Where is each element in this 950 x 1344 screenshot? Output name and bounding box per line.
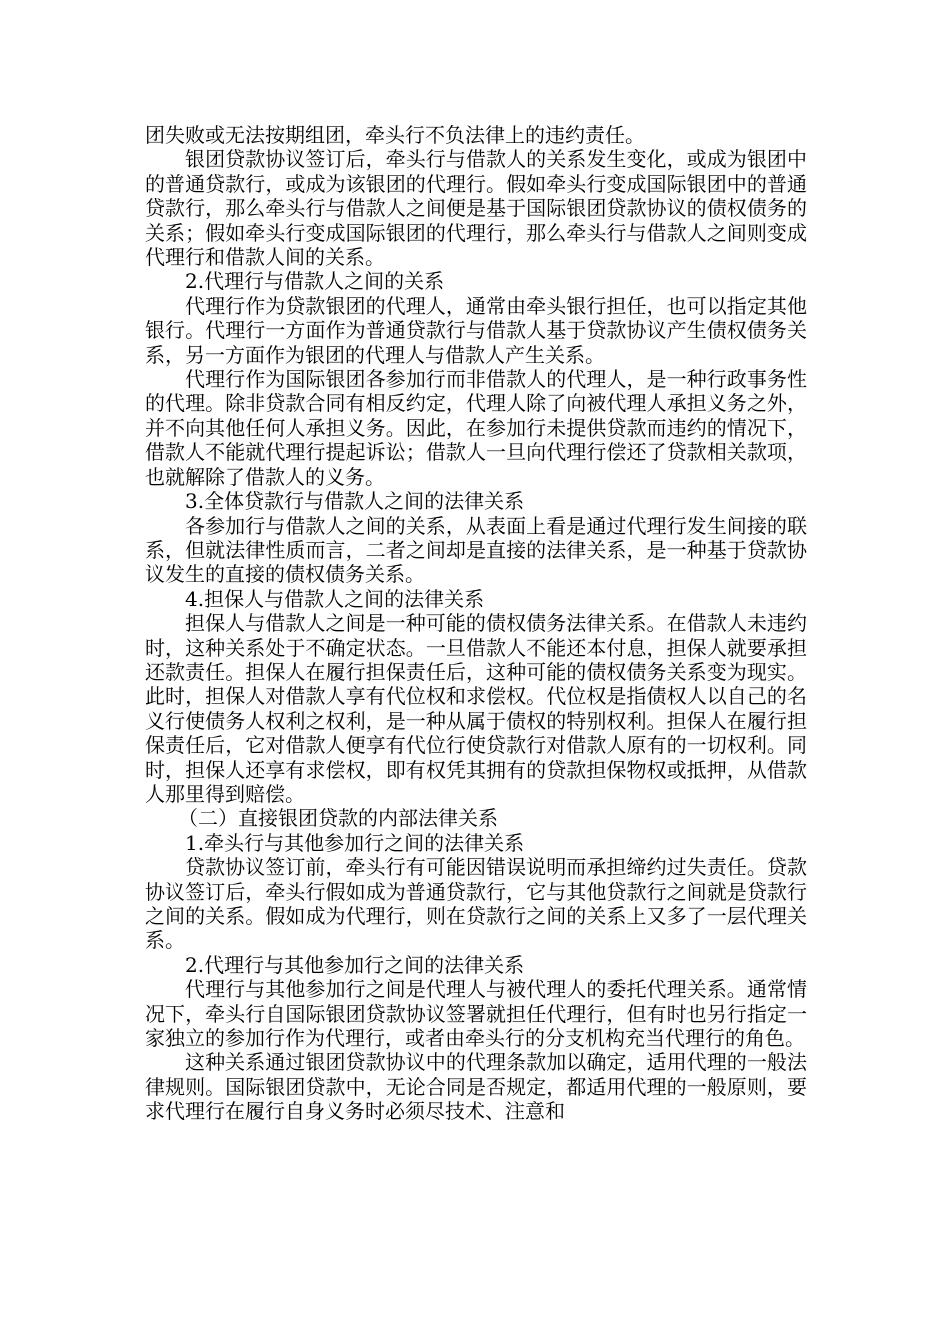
heading-internal-legal-relations: （二）直接银团贷款的内部法律关系 bbox=[178, 806, 498, 831]
paragraph-agent-administrative: 代理行作为国际银团各参加行而非借款人的代理人，是一种行政事务性的代理。除非贷款合同有相反约定，代理人除了向被代理人承担义务之外，并不向其他任何人承担义务。因此，在参加行未提供贷款而违约的情况下，借款人不能就代理行提起诉讼；借款人一旦向代理行偿还了贷款相关款项，也就解除了借款人的义务。 bbox=[145, 367, 807, 489]
paragraph-agency-relation: 代理行与其他参加行之间是代理人与被代理人的委托代理关系。通常情况下，牵头行自国际银团贷款协议签署就担任代理行，但有时也另行指定一家独立的参加行作为代理行，或者由牵头行的分支机构充当代理行的角色。 bbox=[145, 977, 807, 1051]
paragraph-lenders-direct-relation: 各参加行与借款人之间的关系，从表面上看是通过代理行发生间接的联系，但就法律性质而言，二者之间却是直接的法律关系，是一种基于贷款协议发生的直接的债权债务关系。 bbox=[145, 513, 807, 587]
document-page bbox=[145, 123, 807, 1124]
paragraph-agent-role: 代理行作为贷款银团的代理人，通常由牵头银行担任，也可以指定其他银行。代理行一方面作为普通贷款行与借款人基于贷款协议产生债权债务关系，另一方面作为银团的代理人与借款人产生关系。 bbox=[145, 293, 807, 367]
paragraph-guarantor-rights: 担保人与借款人之间是一种可能的债权债务法律关系。在借款人未违约时，这种关系处于不确定状态。一旦借款人不能还本付息，担保人就要承担还款责任。担保人在履行担保责任后，这种可能的债权债务关系变为现实。此时，担保人对借款人享有代位权和求偿权。代位权是指债权人以自己的名义行使债务人权利之权利，是一种从属于债权的特别权利。担保人在履行担保责任后，它对借款人便享有代位行使贷款行对借款人原有的一切权利。同时，担保人还享有求偿权，即有权凭其拥有的贷款担保物权或抵押，从借款人那里得到赔偿。 bbox=[145, 611, 807, 806]
paragraph-agency-clause: 这种关系通过银团贷款协议中的代理条款加以确定，适用代理的一般法律规则。国际银团贷款中，无论合同是否规定，都适用代理的一般原则，要求代理行在履行自身义务时必须尽技术、注意和 bbox=[145, 1050, 807, 1124]
heading-agent-participants-relation: 2.代理行与其他参加行之间的法律关系 bbox=[185, 952, 525, 977]
heading-agent-borrower-relation: 2.代理行与借款人之间的关系 bbox=[185, 269, 445, 294]
heading-lead-bank-participants-relation: 1.牵头行与其他参加行之间的法律关系 bbox=[185, 830, 525, 855]
paragraph-continuation: 团失败或无法按期组团，牵头行不负法律上的违约责任。 bbox=[145, 123, 645, 147]
paragraph-lead-bank-liability: 贷款协议签订前，牵头行有可能因错误说明而承担缔约过失责任。贷款协议签订后，牵头行假如成为普通贷款行，它与其他贷款行之间就是贷款行之间的关系。假如成为代理行，则在贷款行之间的关系上又多了一层代理关系。 bbox=[145, 855, 807, 953]
heading-guarantor-borrower-relation: 4.担保人与借款人之间的法律关系 bbox=[185, 586, 485, 611]
heading-all-lenders-borrower-relation: 3.全体贷款行与借款人之间的法律关系 bbox=[185, 489, 525, 514]
paragraph-syndicate-agreement-signed: 银团贷款协议签订后，牵头行与借款人的关系发生变化，或成为银团中的普通贷款行，或成为该银团的代理行。假如牵头行变成国际银团中的普通贷款行，那么牵头行与借款人之间便是基于国际银团贷款协议的债权债务的关系；假如牵头行变成国际银团的代理行，那么牵头行与借款人之间则变成代理行和借款人间的关系。 bbox=[145, 147, 807, 270]
